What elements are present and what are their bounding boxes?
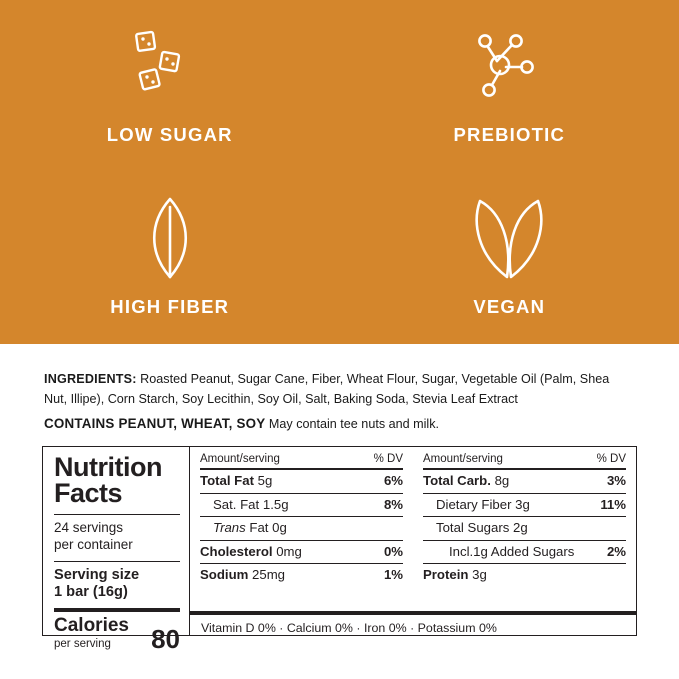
nutrition-title-line2: Facts bbox=[54, 477, 123, 508]
badge-label: PREBIOTIC bbox=[453, 124, 566, 145]
nutrient-amount: 5g bbox=[257, 473, 273, 489]
nutrient-name: Dietary Fiber bbox=[436, 496, 512, 512]
table-row bbox=[423, 468, 626, 493]
calories-label: Calories bbox=[54, 614, 129, 636]
servings-sub: per container bbox=[54, 536, 133, 552]
nutrient-amount: 3g bbox=[472, 567, 487, 583]
serving-size bbox=[54, 567, 180, 601]
badge-high-fiber bbox=[0, 172, 340, 344]
nutrient-name: Total Carb. bbox=[423, 473, 491, 489]
column-header bbox=[423, 453, 626, 468]
nutrient-name: Trans bbox=[213, 520, 246, 536]
calories-sub: per serving bbox=[54, 637, 111, 650]
badge-prebiotic bbox=[340, 0, 679, 172]
nutrient-name: Protein bbox=[423, 567, 469, 583]
table-row bbox=[200, 468, 403, 493]
table-row bbox=[423, 493, 626, 517]
allergen-text: May contain tee nuts and milk. bbox=[268, 417, 440, 432]
table-row bbox=[423, 516, 626, 540]
ingredients-text: Roasted Peanut, Sugar Cane, Fiber, Wheat Flour, Sugar, Vegetable Oil (Palm, Shea Nut, Illipe), Corn Starch, Soy Lecithin, Soy Oil, Salt, Baking Soda, Stevia Leaf Extract bbox=[44, 372, 610, 406]
ingredients-section bbox=[0, 344, 679, 431]
badge-label: LOW SUGAR bbox=[106, 124, 233, 145]
divider bbox=[54, 608, 180, 612]
serving-size-label: Serving size bbox=[54, 567, 140, 584]
allergen-paragraph bbox=[44, 416, 635, 431]
nutrition-facts-panel bbox=[42, 446, 637, 655]
ingredients-heading: INGREDIENTS: bbox=[44, 372, 137, 386]
divider bbox=[54, 561, 180, 562]
calories-value: 80 bbox=[151, 624, 180, 655]
table-row bbox=[423, 563, 626, 587]
nutrient-dv: 11% bbox=[600, 496, 626, 512]
nutrient-name: Incl.1g Added Sugars bbox=[449, 543, 575, 559]
nutrient-amount: Fat 0g bbox=[249, 520, 287, 536]
amount-header: Amount/serving bbox=[423, 453, 503, 466]
nutrient-name: Total Fat bbox=[200, 473, 254, 489]
nutrient-amount: 1.5g bbox=[262, 496, 289, 512]
divider bbox=[54, 514, 180, 515]
table-row bbox=[200, 516, 403, 540]
nutrient-dv: 0% bbox=[383, 543, 403, 559]
nutrient-amount: 2g bbox=[512, 520, 528, 536]
calories-row bbox=[54, 616, 180, 653]
dv-header: % DV bbox=[596, 453, 626, 466]
nutrient-dv: 6% bbox=[383, 473, 403, 489]
table-row bbox=[200, 540, 403, 564]
table-row bbox=[423, 540, 626, 564]
badge-label: HIGH FIBER bbox=[110, 296, 230, 317]
nutrient-name: Total Sugars bbox=[436, 520, 510, 536]
nutrient-name: Cholesterol bbox=[200, 543, 273, 559]
badge-label: VEGAN bbox=[473, 296, 546, 317]
allergen-heading: CONTAINS PEANUT, WHEAT, SOY bbox=[44, 416, 266, 432]
serving-size-value: 1 bar (16g) bbox=[54, 584, 128, 601]
nutrient-amount: 3g bbox=[515, 496, 530, 512]
micronutrients-text: Vitamin D 0% · Calcium 0% · Iron 0% · Potassium 0% bbox=[201, 621, 497, 636]
nutrient-name: Sat. Fat bbox=[213, 496, 260, 512]
servings-count: 24 servings bbox=[54, 520, 124, 536]
sugar-cubes-icon bbox=[127, 26, 213, 108]
nutrient-amount: 0mg bbox=[276, 543, 302, 559]
nutrient-dv: 3% bbox=[606, 473, 626, 489]
servings-per-container bbox=[54, 520, 180, 553]
nutrient-dv: 2% bbox=[606, 543, 626, 559]
ingredients-paragraph bbox=[44, 370, 635, 409]
micronutrients-row bbox=[190, 611, 636, 635]
leaf-icon bbox=[127, 198, 213, 280]
nutrient-amount: 8g bbox=[494, 473, 510, 489]
nutrition-detail-columns bbox=[190, 447, 636, 635]
nutrition-facts-title bbox=[54, 452, 180, 508]
amount-header: Amount/serving bbox=[200, 453, 280, 466]
molecule-icon bbox=[466, 26, 552, 108]
nutrient-column-right bbox=[413, 453, 636, 611]
two-leaves-icon bbox=[454, 198, 564, 280]
dv-header: % DV bbox=[373, 453, 403, 466]
nutrient-dv: 8% bbox=[383, 496, 403, 512]
badge-vegan bbox=[340, 172, 679, 344]
table-row bbox=[200, 563, 403, 587]
nutrient-dv: 1% bbox=[383, 567, 403, 583]
badge-low-sugar bbox=[0, 0, 340, 172]
nutrition-title-line1: Nutrition bbox=[54, 452, 162, 483]
column-header bbox=[200, 453, 403, 468]
nutrition-summary-column bbox=[43, 447, 190, 655]
nutrient-amount: 25mg bbox=[252, 567, 286, 583]
table-row bbox=[200, 493, 403, 517]
nutrient-column-left bbox=[190, 453, 413, 611]
nutrient-name: Sodium bbox=[200, 567, 249, 583]
